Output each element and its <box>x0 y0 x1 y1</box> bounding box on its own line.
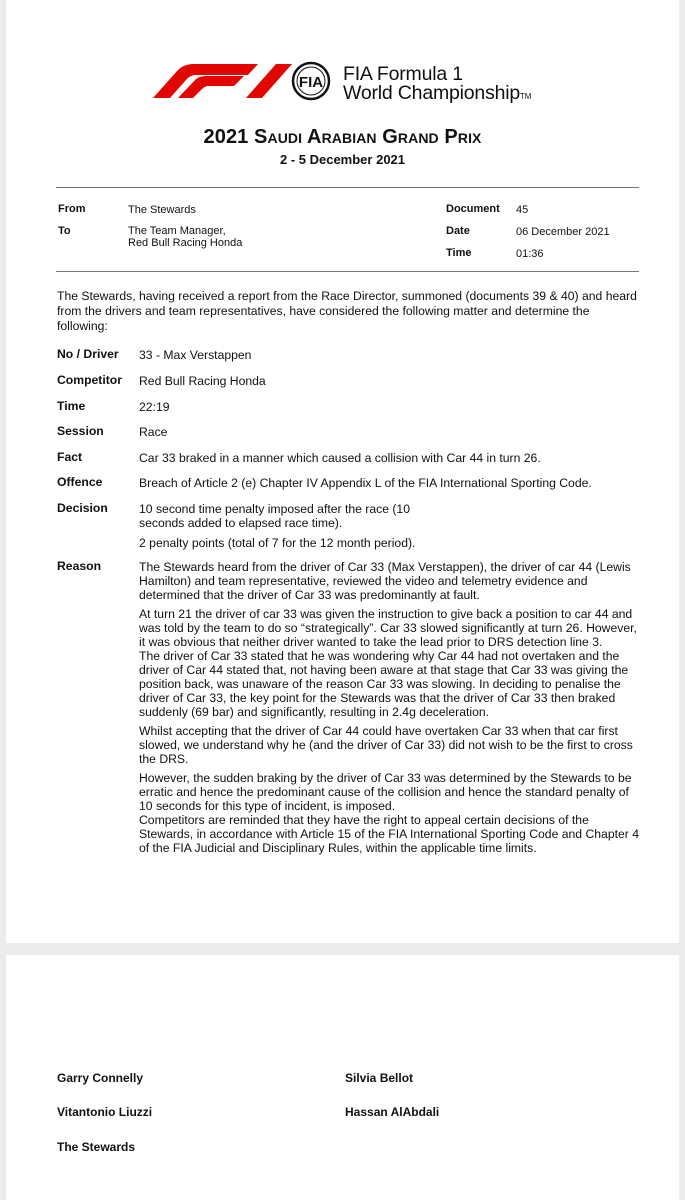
decision-label: Decision <box>57 501 108 515</box>
event-dates: 2 - 5 December 2021 <box>279 152 406 167</box>
steward-signature-2: Silvia Bellot <box>345 1071 414 1085</box>
driver-value: 33 - Max Verstappen <box>139 348 252 362</box>
decision-penalty: 10 second time penalty imposed after the race (10 seconds added to elapsed race time). <box>139 502 410 530</box>
date-value: 06 December 2021 <box>516 226 610 238</box>
reason-label: Reason <box>57 559 102 573</box>
reason-paragraph: Whilst accepting that the driver of Car 44 could have overtaken Car 33 when that car first slowed, we understand why he (and the driver of Car 33) did not wish to be the first to cross the DRS. <box>139 724 633 766</box>
document-page-1 <box>6 0 679 943</box>
steward-signature-3: Vitantonio Liuzzi <box>57 1105 153 1119</box>
incident-time-value: 22:19 <box>139 400 170 414</box>
fact-label: Fact <box>57 450 83 464</box>
document-page-2 <box>6 955 679 1200</box>
from-label: From <box>58 203 86 215</box>
competitor-value: Red Bull Racing Honda <box>139 374 266 388</box>
reason-text <box>139 560 639 855</box>
document-label: Document <box>446 203 500 215</box>
steward-signature-4: Hassan AlAbdali <box>345 1105 440 1119</box>
competitor-label: Competitor <box>57 373 122 387</box>
reason-paragraph: The Stewards heard from the driver of Car 33 (Max Verstappen), the driver of car 44 (Lewis Hamilton) and team representative, reviewed the video and telemetry evidence and determined that the driver of Car 33 was predominantly at fault. <box>139 560 631 602</box>
time-label: Time <box>446 247 472 259</box>
reason-paragraph: The driver of Car 33 stated that he was wondering why Car 44 had not overtaken and the driver of Car 44 stated that, not having been aware at that stage that Car 33 was giving the position back, was unaware of the reason Car 33 was slowing. In deciding to penalise the driver of Car 33, the key point for the Stewards was that the driver of Car 33 then braked suddenly (69 bar) and significantly, resulting in 2.4g deceleration. <box>139 649 629 719</box>
steward-signature-1: Garry Connelly <box>57 1071 144 1085</box>
offence-value: Breach of Article 2 (e) Chapter IV Appendix L of the FIA International Sporting Code. <box>139 476 592 490</box>
date-label: Date <box>446 225 470 237</box>
session-value: Race <box>139 425 168 439</box>
to-value-line1: The Team Manager, <box>128 225 226 237</box>
time-value: 01:36 <box>516 248 544 260</box>
decision-text <box>139 502 439 550</box>
document-title: 2021 Saudi Arabian Grand Prix <box>203 126 482 148</box>
fact-value: Car 33 braked in a manner which caused a collision with Car 44 in turn 26. <box>139 451 541 465</box>
logo-text-line1: FIA Formula 1 <box>343 63 463 85</box>
logo-text-line2: World ChampionshipTM <box>343 82 532 104</box>
incident-time-label: Time <box>57 399 86 413</box>
f1-fia-logo <box>148 60 558 106</box>
to-label: To <box>58 225 71 237</box>
from-value: The Stewards <box>128 204 196 216</box>
driver-label: No / Driver <box>57 347 119 361</box>
f1-logo-icon <box>148 60 338 102</box>
header-bottom-rule <box>56 271 639 272</box>
decision-points: 2 penalty points (total of 7 for the 12 month period). <box>139 536 416 550</box>
stewards-footer: The Stewards <box>57 1140 136 1154</box>
document-number: 45 <box>516 204 529 216</box>
reason-paragraph: Competitors are reminded that they have the right to appeal certain decisions of the Stewards, in accordance with Article 15 of the FIA International Sporting Code and Chapter 4 of the FIA Judicial and Disciplinary Rules, within the applicable time limits. <box>139 813 639 855</box>
reason-paragraph: However, the sudden braking by the driver of Car 33 was determined by the Stewards to be erratic and hence the predominant cause of the collision and hence the standard penalty of 10 seconds for this type of incident, is imposed. <box>139 771 632 813</box>
reason-paragraph: At turn 21 the driver of car 33 was given the instruction to give back a position to car 44 and was told by the team to do so “strategically”. Car 33 slowed significantly at turn 26. However, it was obvious that neither driver wanted to take the lead prior to DRS detection line 3. <box>139 607 637 649</box>
trademark: TM <box>520 92 532 101</box>
to-value-line2: Red Bull Racing Honda <box>128 237 243 249</box>
fia-badge-text: FIA <box>298 74 324 91</box>
header-top-rule <box>56 187 639 188</box>
offence-label: Offence <box>57 475 103 489</box>
session-label: Session <box>57 424 104 438</box>
intro-paragraph: The Stewards, having received a report from the Race Director, summoned (documents 39 & 40) and heard from the drivers and team representatives, have considered the following matter and determine the following: <box>57 289 637 333</box>
